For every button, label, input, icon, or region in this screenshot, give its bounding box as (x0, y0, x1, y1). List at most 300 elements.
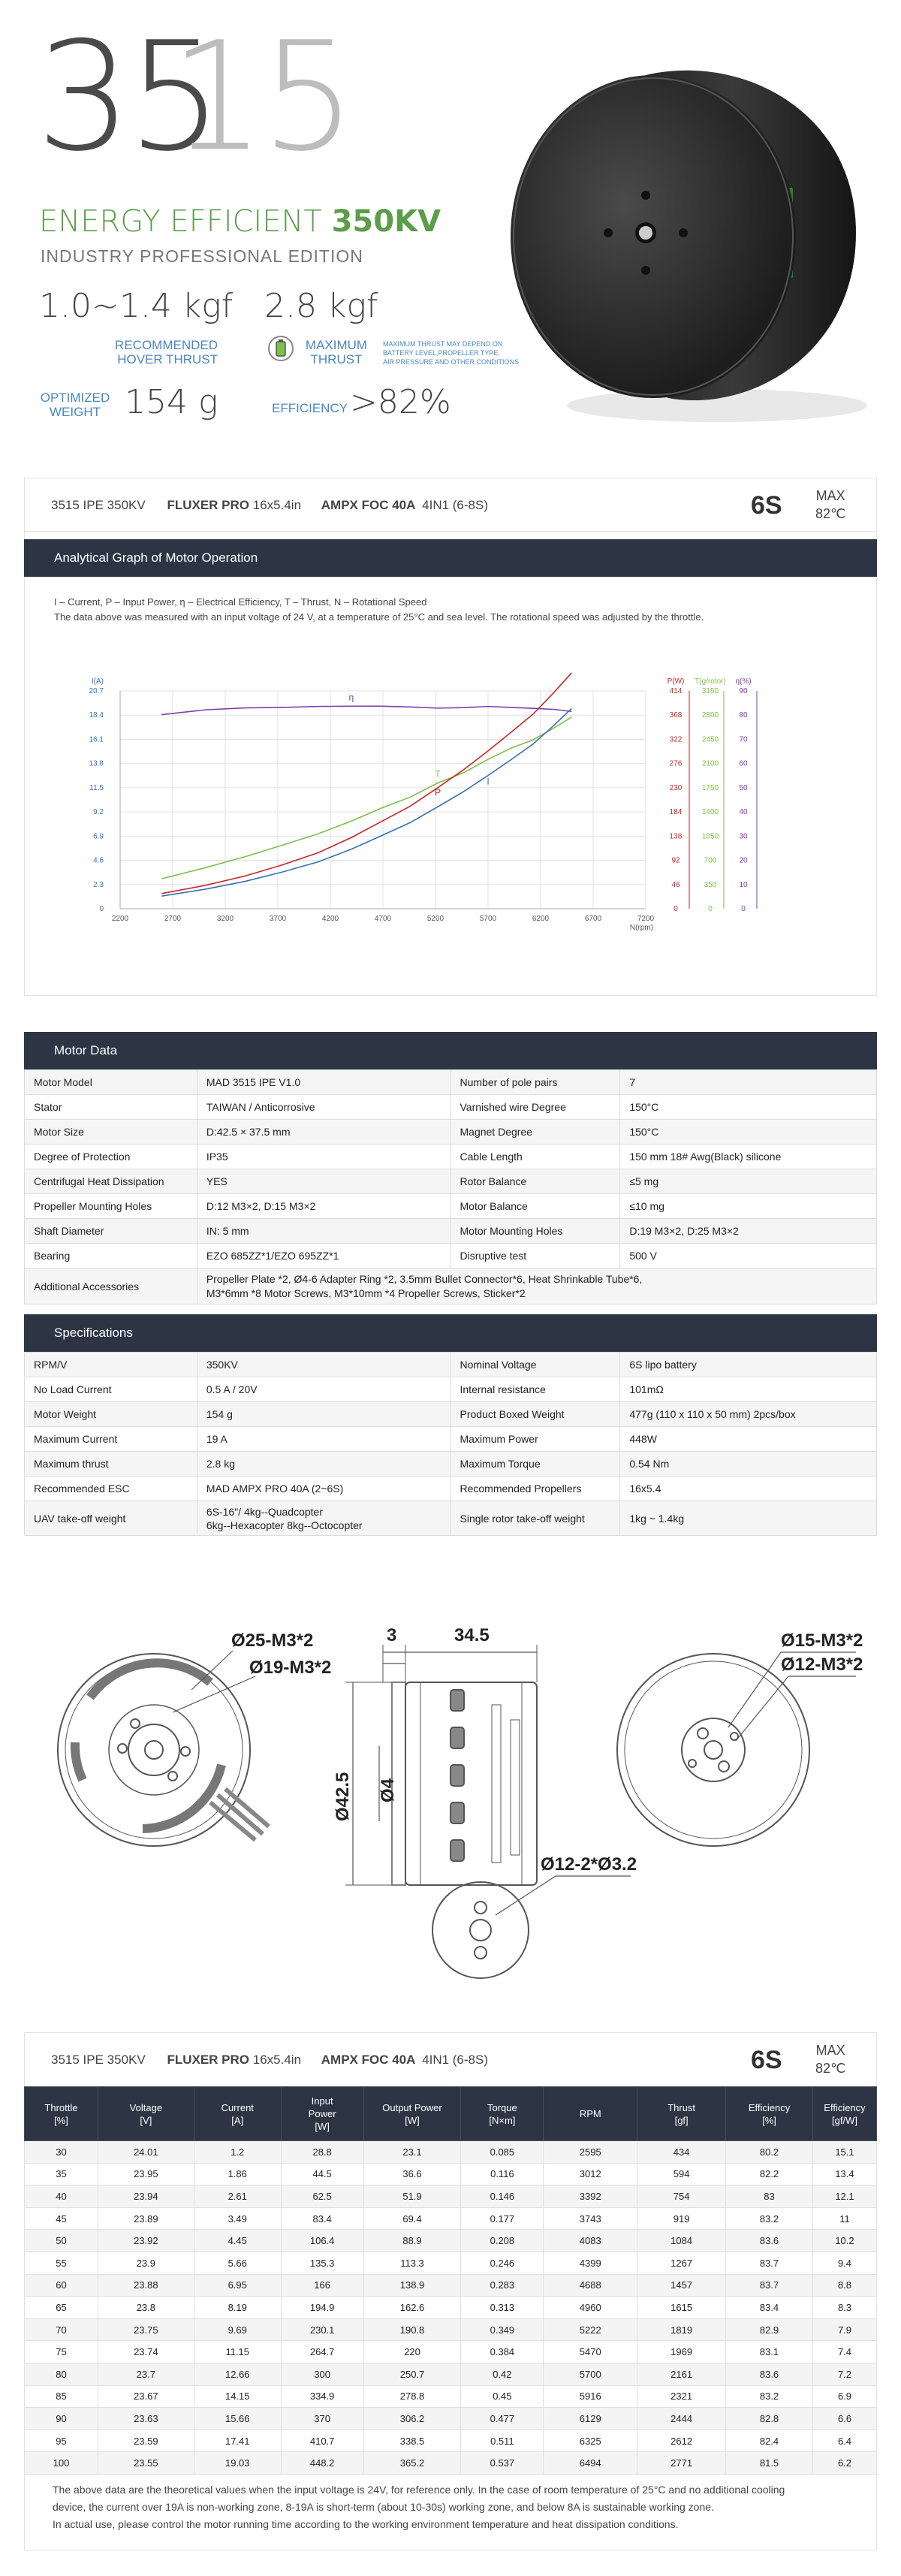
config2-prop-size: 16x5.4in (252, 2053, 302, 2067)
perf-cell: 138.9 (363, 2274, 461, 2297)
footer-note-3: In actual use, please control the motor running time according to the working environment temperature and heat dissipation conditions. (53, 2518, 679, 2530)
max-label-2: THRUST (310, 352, 363, 366)
motor-data-label: Rotor Balance (450, 1169, 620, 1194)
perf-cell: 4083 (544, 2230, 637, 2252)
perf-cell: 23.8 (98, 2297, 194, 2319)
chart-y-tick-label-P: 92 (671, 856, 680, 865)
perf-cell: 0.349 (461, 2318, 544, 2341)
perf-cell: 23.94 (98, 2185, 194, 2208)
chart-y-axis-label-I: I(A) (91, 677, 104, 686)
perf-cell: 23.75 (98, 2318, 194, 2341)
perf-cell: 23.88 (98, 2274, 194, 2297)
top-view-drawing (617, 1652, 856, 1846)
perf-cell: 1457 (637, 2274, 726, 2297)
motor-data-label: Motor Model (25, 1070, 197, 1095)
motor-data-label: Centrifugal Heat Dissipation (25, 1169, 197, 1194)
dim-d15: Ø15-M3*2 (781, 1630, 863, 1651)
energy-efficient-label: ENERGY EFFICIENT (39, 204, 322, 239)
chart-y-tick-label-T: 0 (708, 905, 713, 913)
spec-value: 0.5 A / 20V (197, 1377, 450, 1402)
chart-y-tick-label-P: 368 (669, 711, 683, 720)
hover-label-2: HOVER THRUST (117, 352, 218, 366)
perf-cell: 8.8 (812, 2274, 876, 2297)
perf-cell: 28.8 (281, 2141, 363, 2164)
perf-cell: 45 (25, 2207, 98, 2230)
motor-performance-chart (45, 646, 871, 991)
perf-cell: 81.5 (726, 2452, 813, 2475)
motor-data-value: 7 (620, 1070, 877, 1095)
perf-cell: 2321 (637, 2385, 726, 2408)
perf-cell: 85 (25, 2385, 98, 2408)
perf-row (25, 2252, 877, 2274)
perf-cell: 8.3 (812, 2297, 876, 2319)
spec-value: 2.8 kg (197, 1452, 450, 1477)
motor-data-label: Disruptive test (450, 1244, 620, 1268)
perf-cell: 5.66 (194, 2252, 281, 2274)
perf-cell: 106.4 (281, 2230, 363, 2252)
chart-y-tick-label-I: 0 (99, 905, 104, 913)
perf-cell: 23.92 (98, 2230, 194, 2252)
motor-data-value: 150°C (620, 1095, 877, 1120)
motor-data-row (25, 1244, 877, 1268)
max-thrust-value: 2.8 kgf (264, 287, 378, 325)
perf-header-cell (812, 2087, 876, 2141)
perf-cell: 83.2 (726, 2385, 813, 2408)
spec-value: 477g (110 x 110 x 50 mm) 2pcs/box (620, 1402, 877, 1427)
chart-series-label-I: I (487, 776, 490, 787)
prop-adapter-drawing (432, 1876, 631, 1978)
config-esc-type: 4IN1 (6-8S) (422, 498, 489, 512)
efficiency-value: >82% (350, 383, 451, 421)
chart-y-tick-label-P: 184 (669, 808, 683, 817)
chart-y-tick-label-P: 46 (671, 880, 680, 889)
chart-series-label-eta: η (348, 692, 354, 703)
perf-header-line: Input (311, 2095, 333, 2107)
motor-data-row (25, 1095, 877, 1120)
spec-label: Product Boxed Weight (450, 1402, 620, 1427)
perf-cell: 0.146 (461, 2185, 544, 2208)
config-bar-2 (24, 2032, 877, 2086)
config2-model: 3515 IPE 350KV (51, 2053, 146, 2067)
perf-cell: 14.15 (194, 2385, 281, 2408)
perf-cell: 23.7 (98, 2363, 194, 2385)
perf-cell: 44.5 (281, 2163, 363, 2185)
spec-value: 6S lipo battery (620, 1353, 877, 1377)
chart-y-tick-label-I: 20.7 (89, 687, 104, 695)
perf-row (25, 2385, 877, 2408)
chart-y-tick-label-eta: 40 (739, 808, 748, 817)
chart-y-tick-label-T: 1400 (701, 808, 719, 817)
perf-header-line: [A] (231, 2114, 244, 2126)
perf-cell: 83.7 (726, 2252, 813, 2274)
config-prop-name: FLUXER PRO (167, 498, 250, 512)
motor-data-row (25, 1120, 877, 1145)
perf-row (25, 2297, 877, 2319)
chart-x-tick-label: 5700 (479, 915, 497, 923)
spec-label: Motor Weight (25, 1402, 197, 1427)
motor-data-label: Magnet Degree (450, 1120, 620, 1145)
chart-y-tick-label-eta: 10 (739, 880, 748, 889)
motor-data-row (25, 1070, 877, 1095)
chart-x-tick-label: 2200 (111, 915, 129, 923)
perf-cell: 6129 (544, 2408, 637, 2430)
perf-cell: 1969 (637, 2341, 726, 2363)
spec-value: 101mΩ (620, 1377, 877, 1402)
motor-data-value: YES (197, 1169, 450, 1194)
perf-row (25, 2363, 877, 2385)
single-rotor-label: Single rotor take-off weight (450, 1501, 620, 1536)
perf-cell: 6.2 (812, 2452, 876, 2475)
perf-cell: 83.4 (726, 2297, 813, 2319)
perf-header-line: [gf/W] (832, 2114, 857, 2126)
perf-cell: 75 (25, 2341, 98, 2363)
perf-header-line: Power (308, 2108, 336, 2119)
perf-cell: 70 (25, 2318, 98, 2341)
chart-y-tick-label-T: 350 (704, 880, 717, 889)
perf-cell: 82.2 (726, 2163, 813, 2185)
dim-d42-5: Ø42.5 (333, 1772, 353, 1821)
perf-cell: 135.3 (281, 2252, 363, 2274)
perf-cell: 230.1 (281, 2318, 363, 2341)
perf-cell: 23.63 (98, 2408, 194, 2430)
perf-cell: 754 (637, 2185, 726, 2208)
max-note-2: BATTERY LEVEL,PROPELLER TYPE, (383, 349, 500, 357)
perf-cell: 23.1 (363, 2141, 461, 2164)
chart-x-axis-label: N(rpm) (629, 924, 653, 932)
perf-header-line: [W] (315, 2121, 330, 2132)
chart-y-axis-label-T: T(g/rotor) (695, 677, 726, 686)
perf-cell: 4.45 (194, 2230, 281, 2252)
perf-cell: 2444 (637, 2408, 726, 2430)
perf-cell: 6.9 (812, 2385, 876, 2408)
spec-label: Maximum Current (25, 1427, 197, 1452)
perf-cell: 0.477 (461, 2408, 544, 2430)
specifications-table (24, 1352, 877, 1536)
perf-cell: 23.67 (98, 2385, 194, 2408)
graph-legend-line: I – Current, P – Input Power, η – Electrical Efficiency, T – Thrust, N – Rotational Speed (54, 596, 427, 608)
perf-header-cell (194, 2087, 281, 2141)
chart-y-tick-label-I: 4.6 (93, 856, 104, 865)
motor-data-row (25, 1145, 877, 1169)
perf-cell: 166 (281, 2274, 363, 2297)
perf-row (25, 2341, 877, 2363)
accessories-label: Additional Accessories (25, 1268, 197, 1305)
config2-esc-type: 4IN1 (6-8S) (422, 2053, 489, 2067)
perf-cell: 220 (363, 2341, 461, 2363)
perf-cell: 5700 (544, 2363, 637, 2385)
config-esc-name: AMPX FOC 40A (321, 498, 416, 512)
perf-cell: 23.74 (98, 2341, 194, 2363)
dim-3: 3 (387, 1625, 397, 1645)
chart-y-tick-label-eta: 50 (739, 783, 748, 792)
perf-cell: 12.1 (812, 2185, 876, 2208)
perf-cell: 6494 (544, 2452, 637, 2475)
perf-cell: 10.2 (812, 2230, 876, 2252)
perf-cell: 24.01 (98, 2141, 194, 2164)
perf-cell: 0.246 (461, 2252, 544, 2274)
perf-cell: 9.69 (194, 2318, 281, 2341)
perf-cell: 12.66 (194, 2363, 281, 2385)
chart-x-tick-label: 3700 (269, 915, 287, 923)
chart-y-tick-label-I: 11.5 (89, 783, 104, 792)
chart-y-tick-label-I: 13.8 (89, 759, 104, 768)
spec-label: Nominal Voltage (450, 1353, 620, 1377)
perf-cell: 36.6 (363, 2163, 461, 2185)
motor-data-label: Cable Length (450, 1145, 620, 1169)
motor-data-label: Motor Size (25, 1120, 197, 1145)
perf-cell: 2.61 (194, 2185, 281, 2208)
perf-cell: 338.5 (363, 2430, 461, 2452)
chart-y-tick-label-eta: 30 (739, 832, 748, 841)
motor-data-header: Motor Data (24, 1032, 877, 1069)
chart-y-tick-label-T: 1050 (701, 832, 719, 841)
motor-data-label: Number of pole pairs (450, 1070, 620, 1095)
spec-value: 350KV (197, 1353, 450, 1377)
perf-cell: 7.4 (812, 2341, 876, 2363)
perf-cell: 30 (25, 2141, 98, 2164)
chart-series-line-T (161, 717, 571, 879)
perf-cell: 83.4 (281, 2207, 363, 2230)
perf-header-cell (726, 2087, 813, 2141)
motor-data-row (25, 1194, 877, 1219)
perf-cell: 83 (726, 2185, 813, 2208)
spec-label: Maximum Torque (450, 1452, 620, 1477)
config2-temp: 82℃ (815, 2061, 846, 2076)
dim-d12-2: Ø12-2*Ø3.2 (541, 1854, 637, 1875)
perf-cell: 83.6 (726, 2230, 813, 2252)
perf-cell: 1267 (637, 2252, 726, 2274)
motor-data-value: 150 mm 18# Awg(Black) silicone (620, 1145, 877, 1169)
max-label-1: MAXIMUM (305, 338, 368, 352)
perf-header-line: Voltage (129, 2101, 163, 2113)
spec-value: 16x5.4 (620, 1477, 877, 1501)
chart-y-axis-label-P: P(W) (667, 677, 685, 686)
chart-y-tick-label-eta: 80 (739, 711, 748, 720)
dim-34-5: 34.5 (454, 1625, 490, 1645)
footer-note-1: The above data are the theoretical values when the input voltage is 24V, for reference only. In the case of room temperature of 25°C and no additional cooling (53, 2484, 785, 2496)
perf-cell: 62.5 (281, 2185, 363, 2208)
perf-cell: 5470 (544, 2341, 637, 2363)
chart-x-tick-label: 6200 (532, 915, 550, 923)
motor-data-label: Degree of Protection (25, 1145, 197, 1169)
perf-cell: 194.9 (281, 2297, 363, 2319)
perf-cell: 50 (25, 2230, 98, 2252)
motor-data-value: EZO 685ZZ*1/EZO 695ZZ*1 (197, 1244, 450, 1268)
motor-data-value: D:42.5 × 37.5 mm (197, 1120, 450, 1145)
perf-cell: 83.2 (726, 2207, 813, 2230)
perf-cell: 190.8 (363, 2318, 461, 2341)
motor-data-label: Varnished wire Degree (450, 1095, 620, 1120)
perf-cell: 4960 (544, 2297, 637, 2319)
spec-label: Recommended ESC (25, 1477, 197, 1501)
perf-header-line: Output Power (382, 2101, 442, 2113)
perf-cell: 6325 (544, 2430, 637, 2452)
perf-header-line: Torque (487, 2101, 517, 2113)
dim-d4: Ø4 (378, 1778, 398, 1802)
spec-value: 0.54 Nm (620, 1452, 877, 1477)
perf-cell: 8.19 (194, 2297, 281, 2319)
perf-cell: 11 (812, 2207, 876, 2230)
chart-y-tick-label-T: 3150 (701, 687, 719, 695)
chart-y-tick-label-T: 2800 (701, 711, 719, 720)
perf-cell: 3012 (544, 2163, 637, 2185)
chart-x-tick-label: 5200 (426, 915, 444, 923)
perf-cell: 15.66 (194, 2408, 281, 2430)
chart-series-line-I (161, 708, 571, 896)
chart-y-tick-label-T: 2100 (701, 759, 719, 768)
spec-row (25, 1377, 877, 1402)
perf-cell: 35 (25, 2163, 98, 2185)
perf-cell: 5916 (544, 2385, 637, 2408)
motor-render-image (503, 45, 893, 436)
spec-label: Recommended Propellers (450, 1477, 620, 1501)
perf-cell: 0.537 (461, 2452, 544, 2475)
perf-cell: 448.2 (281, 2452, 363, 2475)
perf-cell: 0.283 (461, 2274, 544, 2297)
config-cells: 6S (751, 491, 782, 520)
chart-y-tick-label-I: 6.9 (93, 832, 104, 841)
perf-header-line: Throttle (44, 2101, 78, 2113)
perf-header-line: RPM (579, 2108, 601, 2119)
chart-series-label-P: P (435, 786, 441, 798)
chart-y-tick-label-P: 138 (669, 832, 683, 841)
config-max: MAX (815, 488, 845, 503)
perf-cell: 264.7 (281, 2341, 363, 2363)
side-view-drawing (345, 1645, 537, 1885)
motor-data-value: 500 V (620, 1244, 877, 1268)
perf-cell: 2595 (544, 2141, 637, 2164)
perf-cell: 113.3 (363, 2252, 461, 2274)
perf-cell: 19.03 (194, 2452, 281, 2475)
perf-header-line: [N×m] (489, 2114, 516, 2126)
perf-cell: 65 (25, 2297, 98, 2319)
perf-cell: 83.1 (726, 2341, 813, 2363)
perf-header-line: [%] (54, 2114, 68, 2126)
graph-desc-line: The data above was measured with an input voltage of 24 V, at a temperature of 25°C and sea level. The rotational speed was adjusted by the throttle. (54, 611, 704, 623)
weight-label-1: OPTIMIZED (40, 391, 110, 405)
spec-row (25, 1402, 877, 1427)
perf-cell: 2612 (637, 2430, 726, 2452)
footer-note-2: device, the current over 19A is non-working zone, 8-19A is short-term (about 10-30s) working zone, and below 8A is sustainable working zone. (53, 2501, 714, 2513)
perf-row (25, 2430, 877, 2452)
perf-cell: 82.9 (726, 2318, 813, 2341)
chart-y-tick-label-P: 322 (669, 735, 683, 744)
motor-data-value: D:12 M3×2, D:15 M3×2 (197, 1194, 450, 1219)
perf-cell: 13.4 (812, 2163, 876, 2185)
spec-row (25, 1427, 877, 1452)
perf-cell: 0.116 (461, 2163, 544, 2185)
chart-x-tick-label: 4200 (321, 915, 339, 923)
config2-prop-name: FLUXER PRO (167, 2053, 250, 2067)
perf-cell: 51.9 (363, 2185, 461, 2208)
perf-header-cell (281, 2087, 363, 2141)
perf-cell: 3392 (544, 2185, 637, 2208)
max-note-3: AIR PRESSURE AND OTHER CONDITIONS (383, 358, 520, 366)
perf-cell: 919 (637, 2207, 726, 2230)
model-number-light: 15 (170, 10, 352, 185)
perf-cell: 11.15 (194, 2341, 281, 2363)
spec-label: Internal resistance (450, 1377, 620, 1402)
perf-header-line: Current (221, 2101, 254, 2113)
perf-cell: 23.89 (98, 2207, 194, 2230)
perf-cell: 100 (25, 2452, 98, 2475)
motor-data-value: 150°C (620, 1120, 877, 1145)
accessories-line-2: M3*6mm *8 Motor Screws, M3*10mm *4 Propeller Screws, Sticker*2 (206, 1286, 526, 1299)
perf-cell: 0.177 (461, 2207, 544, 2230)
motor-data-value: ≤5 mg (620, 1169, 877, 1194)
perf-cell: 5222 (544, 2318, 637, 2341)
perf-cell: 0.085 (461, 2141, 544, 2164)
chart-y-tick-label-eta: 60 (739, 759, 748, 768)
perf-cell: 594 (637, 2163, 726, 2185)
chart-y-tick-label-eta: 20 (739, 856, 748, 865)
perf-cell: 1.2 (194, 2141, 281, 2164)
perf-cell: 300 (281, 2363, 363, 2385)
motor-data-label: Motor Balance (450, 1194, 620, 1219)
perf-header-line: [V] (140, 2114, 152, 2126)
perf-cell: 334.9 (281, 2385, 363, 2408)
chart-y-tick-label-P: 276 (669, 759, 683, 768)
motor-data-value: D:19 M3×2, D:25 M3×2 (620, 1219, 877, 1244)
motor-data-label: Motor Mounting Holes (450, 1219, 620, 1244)
perf-cell: 7.9 (812, 2318, 876, 2341)
perf-cell: 60 (25, 2274, 98, 2297)
perf-header-line: [W] (405, 2114, 420, 2126)
motor-data-value: IN: 5 mm (197, 1219, 450, 1244)
chart-y-tick-label-I: 2.3 (93, 880, 104, 889)
chart-x-tick-label: 3200 (216, 915, 234, 923)
motor-data-row (25, 1169, 877, 1194)
perf-cell: 4688 (544, 2274, 637, 2297)
perf-cell: 40 (25, 2185, 98, 2208)
perf-row (25, 2318, 877, 2341)
chart-series-label-T: T (435, 768, 441, 780)
motor-data-label: Propeller Mounting Holes (25, 1194, 197, 1219)
specifications-header: Specifications (24, 1314, 877, 1352)
efficiency-label: EFFICIENCY (272, 401, 348, 415)
model-number-dark: 35 (36, 10, 218, 185)
perf-cell: 83.6 (726, 2363, 813, 2385)
perf-cell: 3.49 (194, 2207, 281, 2230)
perf-cell: 88.9 (363, 2230, 461, 2252)
perf-cell: 69.4 (363, 2207, 461, 2230)
spec-value: 154 g (197, 1402, 450, 1427)
perf-header-line: Efficiency (824, 2101, 866, 2113)
perf-header-cell (25, 2087, 98, 2141)
perf-cell: 365.2 (363, 2452, 461, 2475)
chart-x-tick-label: 4700 (374, 915, 392, 923)
config2-esc-name: AMPX FOC 40A (321, 2053, 416, 2067)
perf-row (25, 2185, 877, 2208)
config-bar (24, 478, 877, 532)
perf-row (25, 2207, 877, 2230)
chart-x-tick-label: 6700 (584, 915, 602, 923)
perf-cell: 0.208 (461, 2230, 544, 2252)
dim-d25: Ø25-M3*2 (231, 1630, 314, 1651)
perf-cell: 17.41 (194, 2430, 281, 2452)
config2-cells: 6S (751, 2046, 782, 2074)
kv-rating: 350KV (331, 204, 441, 239)
config-prop-size: 16x5.4in (252, 498, 302, 512)
perf-cell: 0.42 (461, 2363, 544, 2385)
motor-data-value: IP35 (197, 1145, 450, 1169)
perf-cell: 83.7 (726, 2274, 813, 2297)
perf-header-line: Efficiency (748, 2101, 791, 2113)
perf-cell: 2771 (637, 2452, 726, 2475)
perf-cell: 95 (25, 2430, 98, 2452)
spec-value: MAD AMPX PRO 40A (2~6S) (197, 1477, 450, 1501)
chart-y-tick-label-I: 9.2 (93, 808, 104, 817)
